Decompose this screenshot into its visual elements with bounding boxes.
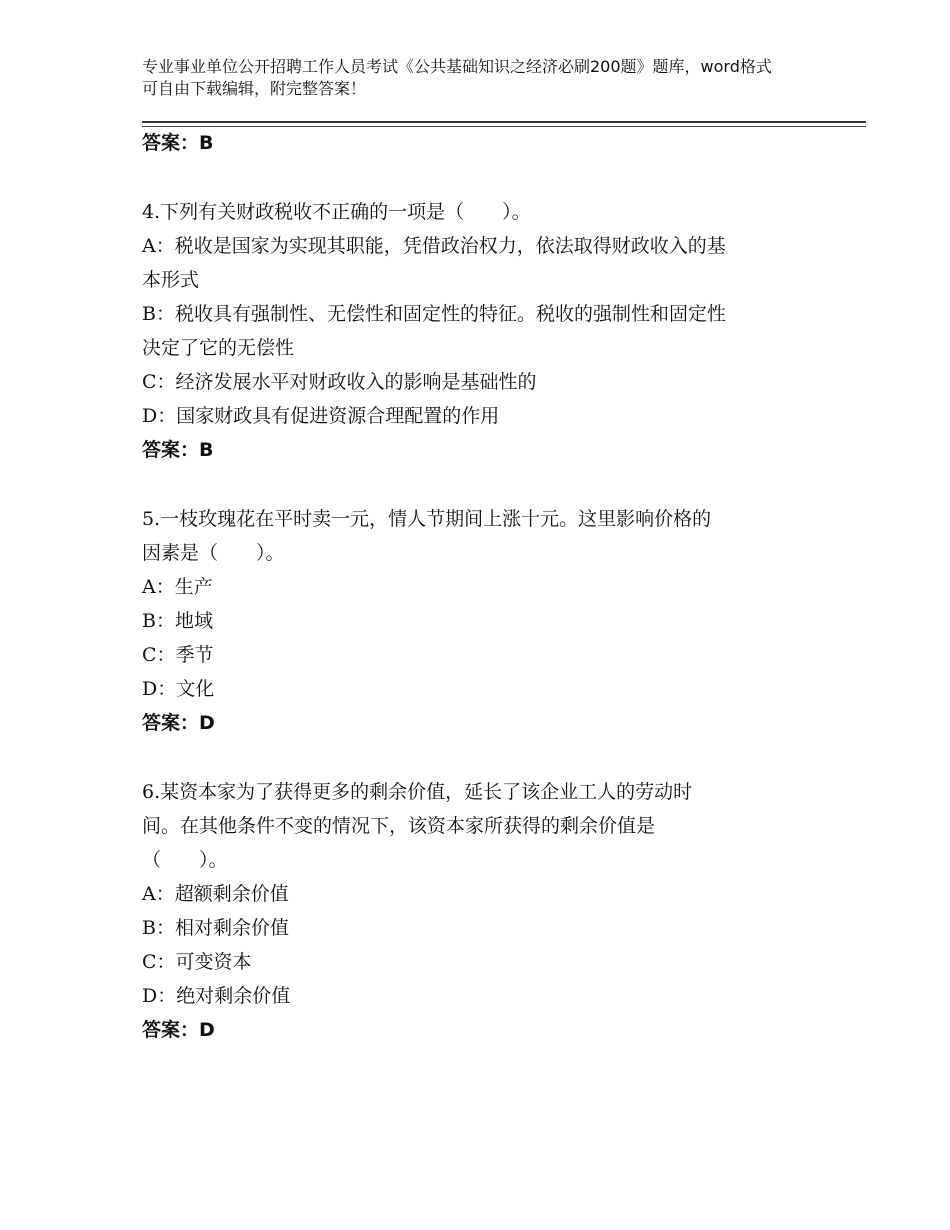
option-b-cont: 决定了它的无偿性 <box>142 337 295 359</box>
question-stem: 4.下列有关财政税收不正确的一项是（ ）。 <box>142 201 531 223</box>
option-b: B：相对剩余价值 <box>142 917 289 939</box>
option-a: A：生产 <box>142 576 213 598</box>
question-stem: 6.某资本家为了获得更多的剩余价值，延长了该企业工人的劳动时 <box>142 781 693 803</box>
option-c: C：季节 <box>142 644 214 666</box>
option-b: B：税收具有强制性、无偿性和固定性的特征。税收的强制性和固定性 <box>142 303 726 325</box>
answer-label: 答案：D <box>142 712 215 734</box>
question-stem-cont: 因素是（ ）。 <box>142 542 285 564</box>
option-d: D：文化 <box>142 678 215 700</box>
answer-label: 答案：B <box>142 439 214 461</box>
option-d: D：绝对剩余价值 <box>142 985 291 1007</box>
option-a-cont: 本形式 <box>142 269 200 291</box>
option-b: B：地域 <box>142 610 213 632</box>
answer-label: 答案：D <box>142 1019 215 1041</box>
header-rule-thick <box>142 121 866 123</box>
document-header: 专业事业单位公开招聘工作人员考试《公共基础知识之经济必刷200题》题库，word格式可自由下载编辑，附完整答案！ <box>142 57 772 98</box>
option-a: A：超额剩余价值 <box>142 883 289 905</box>
question-stem: 5.一枝玫瑰花在平时卖一元，情人节期间上涨十元。这里影响价格的 <box>142 508 712 530</box>
option-a: A：税收是国家为实现其职能，凭借政治权力，依法取得财政收入的基 <box>142 235 726 257</box>
option-c: C：经济发展水平对财政收入的影响是基础性的 <box>142 371 537 393</box>
header-rule-thin <box>142 126 866 127</box>
question-stem-cont: 间。在其他条件不变的情况下，该资本家所获得的剩余价值是 <box>142 815 656 837</box>
option-d: D：国家财政具有促进资源合理配置的作用 <box>142 405 500 427</box>
question-stem-cont: （ ）。 <box>142 849 228 871</box>
answer-label: 答案：B <box>142 132 214 154</box>
option-c: C：可变资本 <box>142 951 252 973</box>
